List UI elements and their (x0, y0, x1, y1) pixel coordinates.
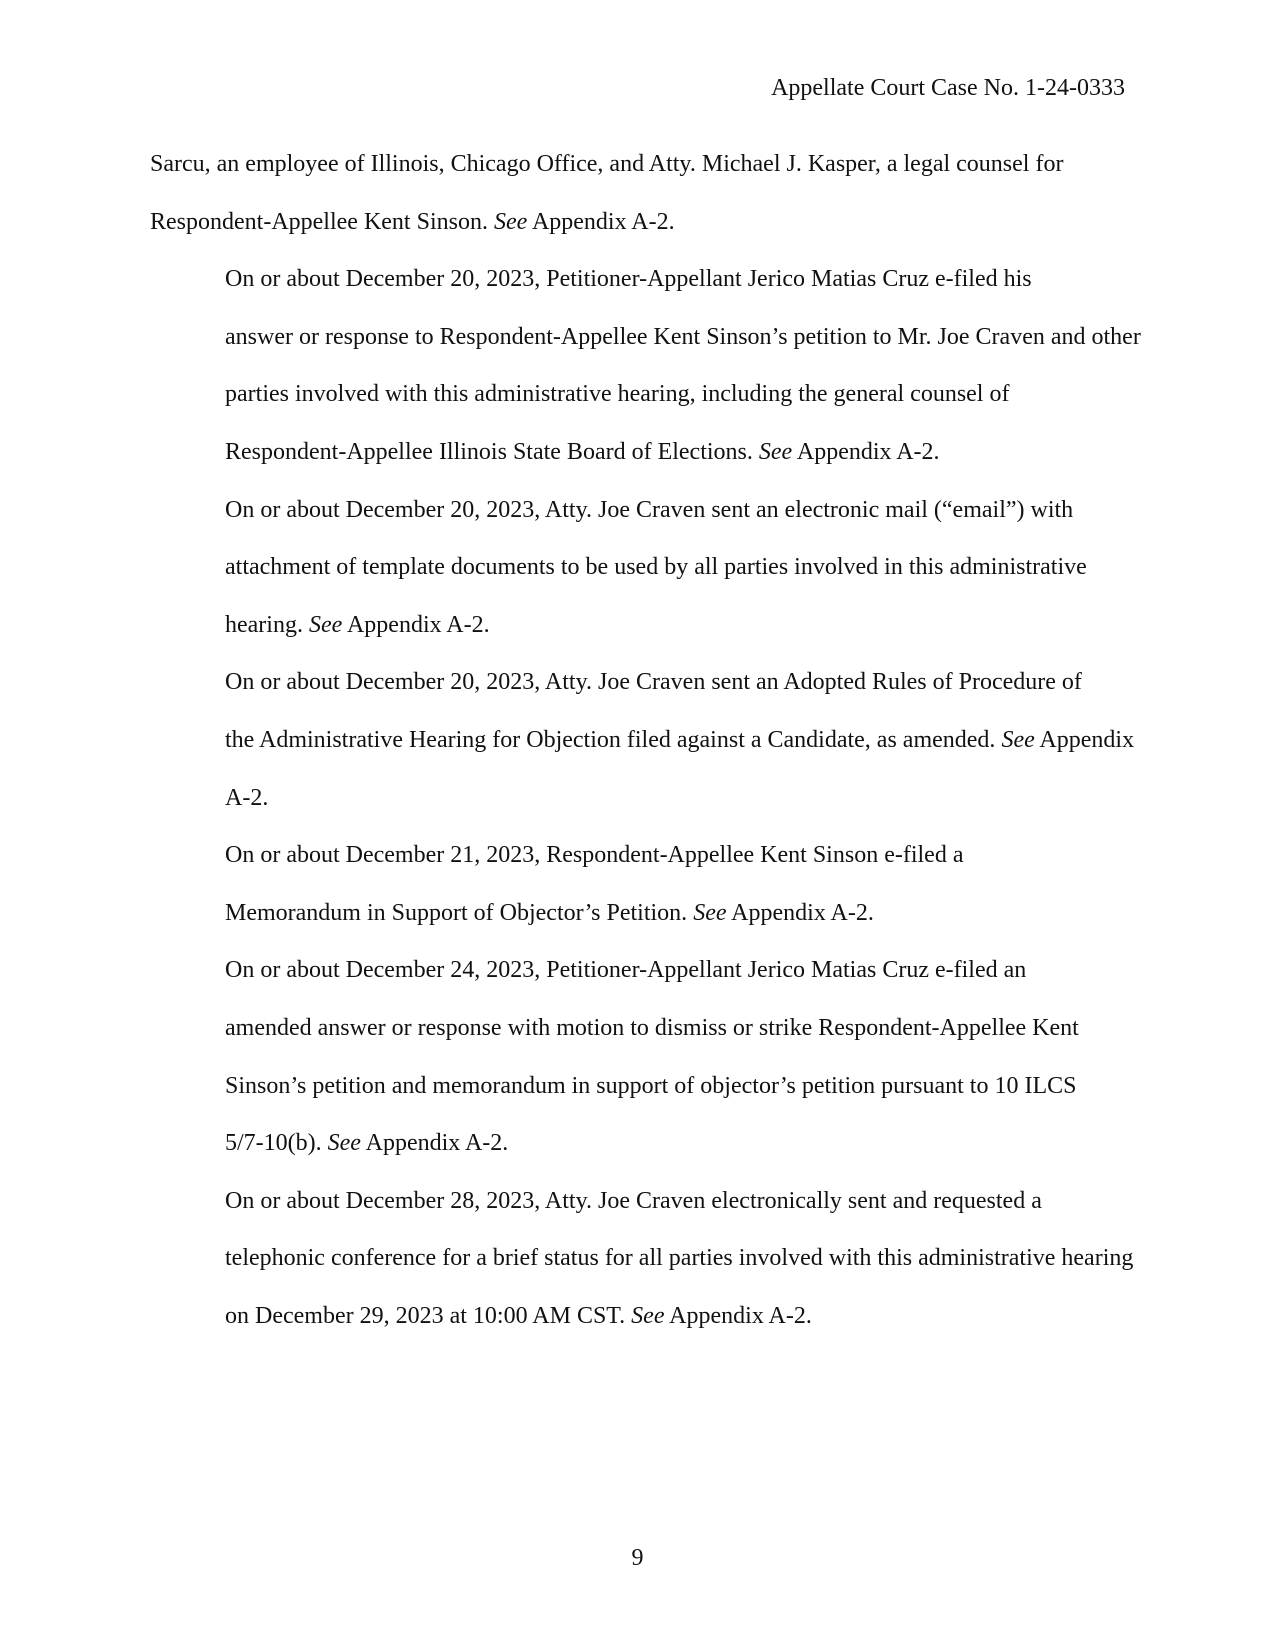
text-line: Sinson’s petition and memorandum in support of objector’s petition pursuant to 10 ILCS (225, 1072, 1077, 1099)
see-citation-signal: See (693, 899, 727, 926)
text-line: On or about December 21, 2023, Respondent-Appellee Kent Sinson e-filed a (225, 842, 964, 869)
text-line: hearing. See Appendix A-2. (225, 611, 490, 638)
paragraph-rules-of-procedure (150, 654, 1135, 827)
paragraph-memorandum (150, 827, 1125, 942)
text-line: On or about December 20, 2023, Petitioner-Appellant Jerico Matias Cruz e-filed his (225, 266, 1032, 293)
text-line: On or about December 24, 2023, Petitioner-Appellant Jerico Matias Cruz e-filed an (225, 957, 1027, 984)
see-citation-signal: See (758, 438, 793, 465)
paragraph-amended-answer (150, 942, 1125, 1172)
text-line: on December 29, 2023 at 10:00 AM CST. See Appendix A-2. (225, 1302, 812, 1329)
text-line: Memorandum in Support of Objector’s Petition. See Appendix A-2. (225, 899, 874, 926)
text-line: On or about December 20, 2023, Atty. Joe Craven sent an electronic mail (“email”) with (225, 496, 1074, 523)
text-line: Respondent-Appellee Illinois State Board of Elections. See Appendix A-2. (225, 438, 940, 465)
see-citation-signal: See (493, 208, 528, 235)
see-citation-signal: See (1001, 726, 1035, 753)
paragraph-continued-parties (150, 136, 1125, 251)
text-line: On or about December 28, 2023, Atty. Joe Craven electronically sent and requested a (225, 1187, 1042, 1214)
paragraph-email-templates (150, 482, 1125, 655)
text-line: the Administrative Hearing for Objection filed against a Candidate, as amended. See Appendix (225, 726, 1135, 753)
text-line: Respondent-Appellee Kent Sinson. See Appendix A-2. (150, 208, 675, 235)
paragraph-answer-efiled (150, 251, 1141, 481)
document-body (150, 136, 1141, 1345)
see-citation-signal: See (327, 1130, 361, 1157)
text-line: On or about December 20, 2023, Atty. Joe Craven sent an Adopted Rules of Procedure of (225, 669, 1082, 696)
paragraph-telephonic-conference (150, 1173, 1134, 1346)
page-number: 9 (631, 1545, 644, 1571)
text-line: answer or response to Respondent-Appellee Kent Sinson’s petition to Mr. Joe Craven and other (225, 323, 1141, 350)
text-line: A-2. (225, 784, 269, 811)
text-line: attachment of template documents to be used by all parties involved in this administrative (225, 554, 1087, 581)
text-line: Sarcu, an employee of Illinois, Chicago Office, and Atty. Michael J. Kasper, a legal counsel for (150, 151, 1064, 177)
see-citation-signal: See (631, 1302, 665, 1329)
see-citation-signal: See (308, 611, 343, 638)
case-number-header: Appellate Court Case No. 1-24-0333 (771, 75, 1125, 101)
text-line: parties involved with this administrative hearing, including the general counsel of (225, 381, 1010, 408)
text-line: telephonic conference for a brief status for all parties involved with this administrative hearing (225, 1245, 1134, 1272)
text-line: 5/7-10(b). See Appendix A-2. (225, 1130, 509, 1157)
text-line: amended answer or response with motion to dismiss or strike Respondent-Appellee Kent (225, 1014, 1079, 1041)
